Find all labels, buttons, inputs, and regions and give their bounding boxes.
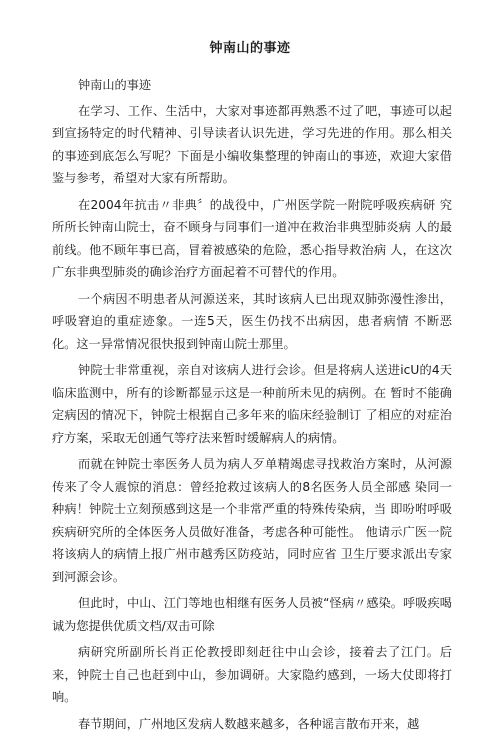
paragraph-intro: 在学习、工作、生活中，大家对事迹都再熟悉不过了吧，事迹可以起到宣扬特定的时代精神、引导读者认识先进，学习先进的作用。那么相关的事迹到底怎么写呢？下面是小编收集整理的钟南山的事迹，欢迎大家借鉴与参考，希望对大家有所帮助。 — [52, 103, 452, 185]
paragraph-heyuan-patient: 一个病因不明患者从河源送来，其时该病人已出现双肺弥漫性渗出，呼吸窘迫的重症迹象。一连5天，医生仍找不出病因，患者病情 不断恶化。这一异常情况很快报到钟南山院士那里。 — [52, 291, 452, 351]
paragraph-investigation: 病研究所副所长肖正伦教授即刻赶往中山会诊，接着去了江门。后来，钟院士自己也赶到中山，参加调研。大家隐约感到，一场大仗即将打响。 — [52, 645, 452, 704]
document-body — [52, 74, 452, 739]
paragraph-sars-2004: 在2004年抗击〃非典〞的战役中，广州医学院一附院呼吸疾病研 究所所长钟南山院士，奋不顾身与同事们一道冲在救治非典型肺炎病 人的最前线。他不顾年事已高，冒着被感染的危险，悉心指导救治病 人，在这次广东非典型肺炎的确诊治疗方面起着不可替代的作用。 — [52, 197, 452, 279]
section-heading: 钟南山的事迹 — [78, 78, 152, 92]
page-title: 钟南山的事迹 — [209, 41, 291, 56]
paragraph-infection-news: 而就在钟院士率医务人员为病人歹单精竭虑寻找救治方案时，从河源传来了令人震惊的消息：曾经抢救过该病人的8名医务人员全部感 染同一种病！钟院士立刻预感到这是一个非常严重的特殊传染病，当 即吩咐呼吸疾病研究所的全体医务人员做好准备，考虑各种可能性。 他请示广医一院将该病人的病情上报广州市越秀区防疫站，同时应省 卫生厅要求派出专家到河源会诊。 — [52, 457, 452, 584]
paragraph-spring-festival: 春节期间，广州地区发病人数越来越多，各种谣言散布开来，越 — [78, 716, 420, 731]
paragraph-zhongshan-jiangmen: 但此时，中山、江门等地也相继有医务人员被“怪病〃感染。呼吸疾喝诚为您提供优质文档/双击可除 — [52, 596, 452, 633]
paragraph-consultation: 钟院士非常重视，亲自对该病人进行会诊。但是将病人送进icU的4天临床监测中，所有的诊断都显示这是一种前所未见的病例。在 暂时不能确定病因的情况下，钟院士根据自己多年来的临床经验制订 了相应的对症治疗方案，采取无创通气等疗法来暂时缓解病人的病情。 — [52, 363, 452, 445]
